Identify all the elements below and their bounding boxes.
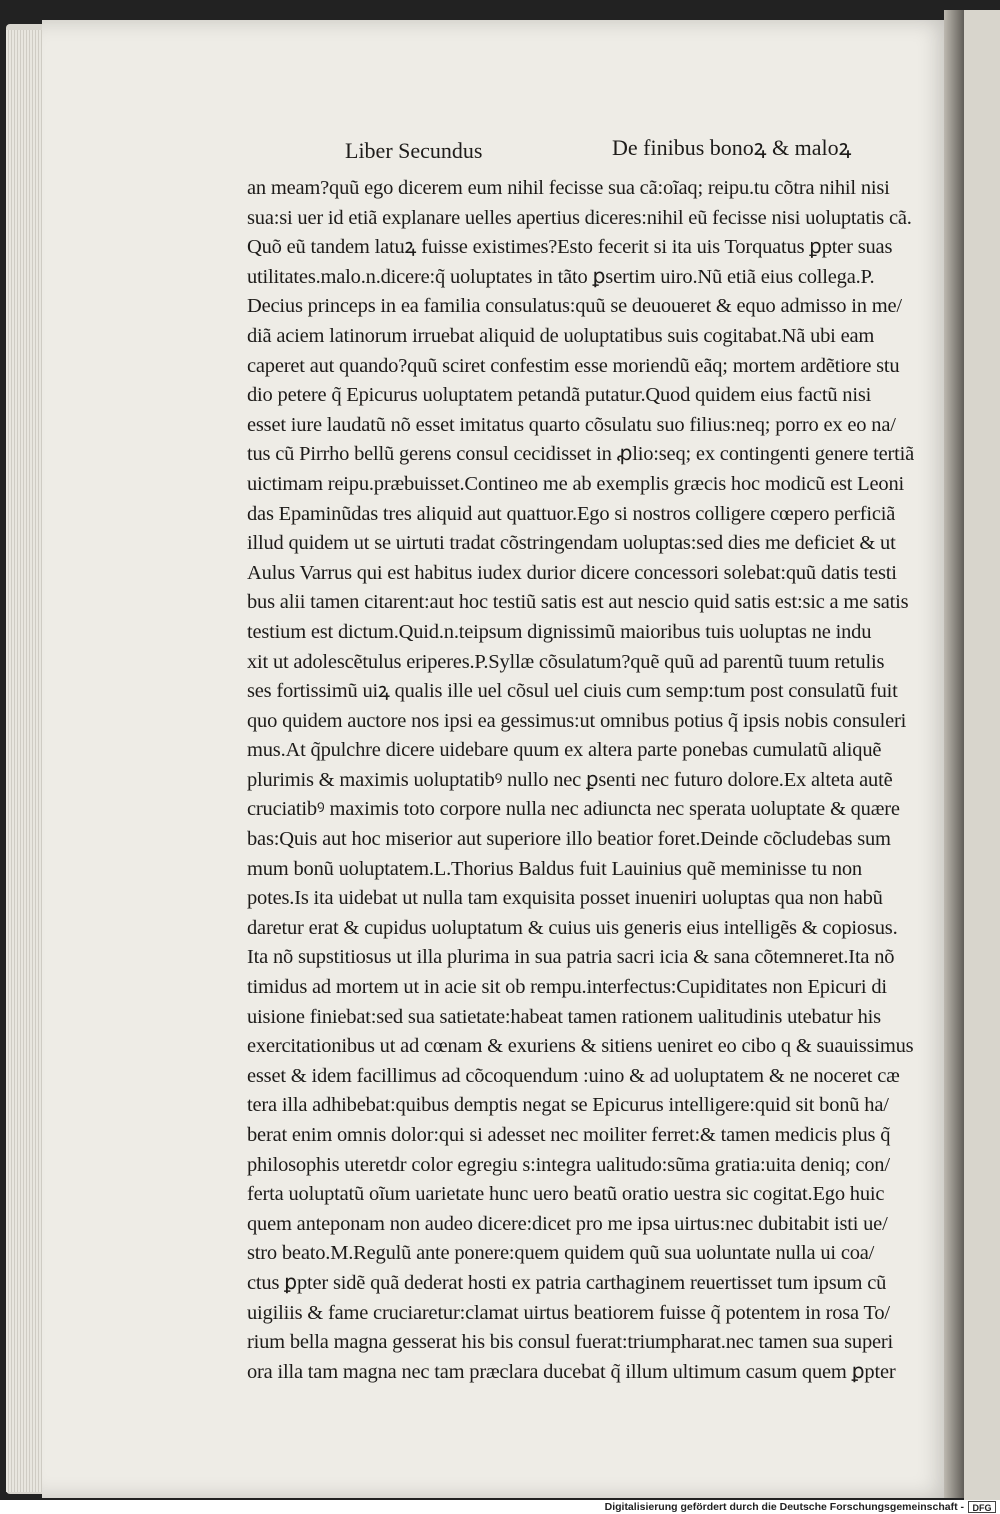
- text-line: potes.Is ita uidebat ut nulla tam exquisita posset inueniri uoluptas qua non habũ: [247, 887, 883, 910]
- text-line: ses fortissimũ uiꝝ qualis ille uel cõsul uel ciuis cum semp:tum post consulatũ fuit: [247, 680, 898, 703]
- text-line: timidus ad mortem ut in acie sit ob rempu.interfectus:Cupiditates non Epicuri di: [247, 976, 887, 999]
- page-edges: [6, 30, 46, 1492]
- text-line: Aulus Varrus qui est habitus iudex durior dicere concessori solebat:quũ datis testi: [247, 561, 897, 584]
- text-line: ctus ꝑpter sidẽ quã dederat hosti ex patria carthaginem reuertisset tum ipsum cũ: [247, 1271, 887, 1294]
- text-line: philosophis uteretdr color egregiu s:integra ualitudo:sũma gratia:uita deniq; con/: [247, 1153, 890, 1176]
- text-line: caperet aut quando?quũ sciret confestim esse moriendũ eãq; mortem ardẽtiore stu: [247, 354, 900, 377]
- running-header: [42, 132, 957, 168]
- text-line: ferta uoluptatũ oĩum uarietate hunc uero beatũ oratio uestra sic cogitat.Ego huic: [247, 1183, 885, 1206]
- text-line: illud quidem ut se uirtuti tradat cõstringendam uoluptas:sed dies me deficiet & ut: [247, 532, 896, 555]
- text-line: mus.At q̃pulchre dicere uidebare quum ex altera parte ponebas cumulatũ aliquẽ: [247, 739, 882, 762]
- facing-page-edge: [964, 10, 1000, 1500]
- text-line: Ita nõ supstitiosus ut illa plurima in sua patria sacri icia & sana cõtemneret.Ita nõ: [247, 946, 895, 969]
- text-line: esset & idem facillimus ad cõcoquendum :uino & ad uoluptatem & ne noceret cæ: [247, 1064, 900, 1087]
- text-line: ora illa tam magna nec tam præclara ducebat q̃ illum ultimum casum quem ꝑpter: [247, 1360, 896, 1383]
- text-line: sua:si uer id etiã explanare uelles apertius diceres:nihil eũ fecisse nisi uoluptatis cã.: [247, 206, 912, 229]
- text-line: xit ut adolescẽtulus eriperes.P.Syllæ cõsulatum?quẽ quũ ad parentũ tuum retulis: [247, 650, 885, 673]
- text-line: Decius princeps in ea familia consulatus:quũ se deuoueret & equo admisso in me/: [247, 295, 902, 318]
- text-line: uictimam reipu.præbuisset.Contineo me ab exemplis græcis hoc modicũ est Leoni: [247, 472, 904, 495]
- text-line: tera illa adhibebat:quibus demptis negat se Epicurus intelligere:quid sit bonũ ha/: [247, 1094, 889, 1117]
- text-line: diã aciem latinorum irruebat aliquid de uoluptatibus suis cogitabat.Nã ubi eam: [247, 324, 875, 347]
- text-line: uigiliis & fame cruciaretur:clamat uirtus beatiorem fuisse q̃ potentem in rosa To/: [247, 1301, 890, 1324]
- text-line: mum bonũ uoluptatem.L.Thorius Baldus fuit Lauinius quẽ meminisse tu non: [247, 857, 862, 880]
- text-line: utilitates.malo.n.dicere:q̃ uoluptates in tãto ꝑsertim uiro.Nũ etiã eius collega.P.: [247, 265, 875, 288]
- text-line: das Epaminũdas tres aliquid aut quattuor.Ego si nostros colligere cœpero perficiã: [247, 502, 896, 525]
- dfg-logo: DFG: [968, 1501, 996, 1513]
- header-book-label: Liber Secundus: [345, 138, 483, 163]
- footer-bar: [0, 1500, 1000, 1514]
- text-line: bas:Quis aut hoc miserior aut superiore illo beatior foret.Deinde cõcludebas sum: [247, 828, 891, 851]
- text-line: rium bella magna gesserat his bis consul fuerat:triumpharat.nec tamen sua superi: [247, 1331, 894, 1354]
- text-line: Quõ eũ tandem latuꝝ fuisse existimes?Esto fecerit si ita uis Torquatus ꝑpter suas: [247, 236, 893, 259]
- text-line: berat enim omnis dolor:qui si adesset nec moiliter ferret:& tamen medicis plus q̃: [247, 1124, 891, 1146]
- footer-credit: Digitalisierung gefördert durch die Deutsche Forschungsgemeinschaft -: [604, 1501, 964, 1513]
- text-line: uisione finiebat:sed sua satietate:habeat tamen rationem ualitudinis utebatur his: [247, 1005, 881, 1028]
- text-line: testium est dictum.Quid.n.teipsum dignissimũ maioribus tuis uoluptas ne indu: [247, 620, 872, 643]
- text-line: plurimis & maximis uoluptatibꝰ nullo nec ꝑsenti nec futuro dolore.Ex alteta autẽ: [247, 768, 893, 791]
- text-line: dio petere q̃ Epicurus uoluptatem petandã putatur.Quod quidem eius factũ nisi: [247, 384, 872, 407]
- page-body-text: [247, 174, 982, 1387]
- header-work-title: De finibus bonoꝝ & maloꝝ: [612, 135, 852, 160]
- text-line: esset iure laudatũ nõ esset imitatus quarto cõsulatu suo filius:neq; porro ex eo na/: [247, 413, 896, 436]
- text-line: bus alii tamen citarent:aut hoc testiũ satis est aut nescio quid satis est:sic a me satis: [247, 591, 909, 614]
- text-line: cruciatibꝰ maximis toto corpore nulla nec adiuncta nec sperata uoluptate & quære: [247, 798, 900, 821]
- text-line: tus cũ Pirrho bellũ gerens consul cecidisset in ꝓlio:seq; ex contingenti genere tertiã: [247, 443, 915, 466]
- text-line: stro beato.M.Regulũ ante ponere:quem quidem quũ sua uoluntate nulla ui coa/: [247, 1242, 875, 1265]
- text-line: an meam?quũ ego dicerem eum nihil fecisse sua cã:oĩaq; reipu.tu cõtra nihil nisi: [247, 177, 890, 199]
- book-page: [42, 20, 957, 1498]
- text-line: exercitationibus ut ad cœnam & exuriens & sitiens ueniret eo cibo q & suauissimus: [247, 1035, 914, 1058]
- text-line: daretur erat & cupidus uoluptatum & cuius uis generis eius intelligẽs & copiosus.: [247, 916, 898, 939]
- text-line: quo quidem auctore nos ipsi ea gessimus:ut omnibus potius q̃ ipsis nobis consuleri: [247, 709, 907, 732]
- text-line: quem anteponam non audeo dicere:dicet pro me ipsa uirtus:nec dubitabit isti ue/: [247, 1212, 888, 1235]
